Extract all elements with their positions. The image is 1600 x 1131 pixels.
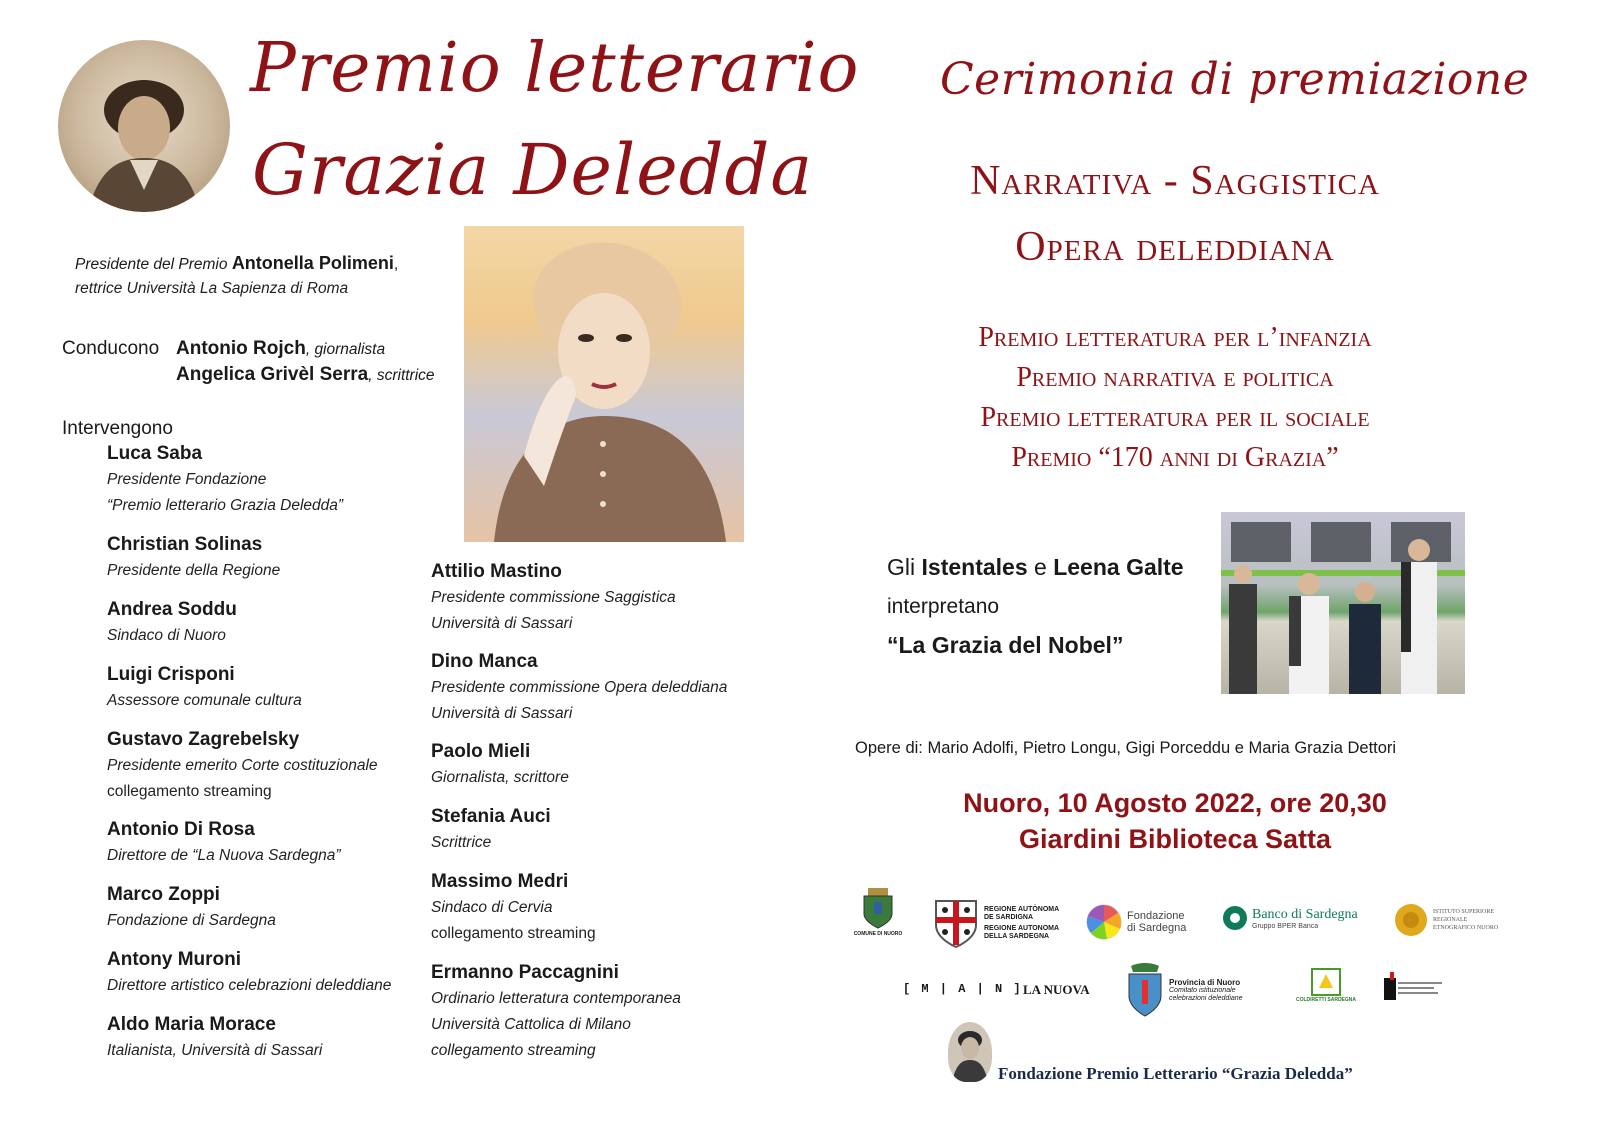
logo-regione-label2: REGIONE AUTONOMA DELLA SARDEGNA <box>984 924 1059 940</box>
cerimonia-title: Cerimonia di premiazione <box>940 54 1530 105</box>
speaker-role: Giornalista, scrittore <box>431 769 569 786</box>
speaker-name: Luigi Crisponi <box>107 664 235 685</box>
category-opera-deleddiana: Opera deleddiana <box>1015 224 1335 270</box>
premio-sociale: Premio letteratura per il sociale <box>980 402 1370 433</box>
isre-sun-icon <box>1393 902 1429 938</box>
fondazione-wheel-icon <box>1085 903 1123 941</box>
speaker-role: Sindaco di Nuoro <box>107 627 226 644</box>
regione-shield-icon <box>932 897 980 949</box>
speaker-role: collegamento streaming <box>431 1042 596 1059</box>
logo-coldiretti-label: COLDIRETTI SARDEGNA <box>1296 997 1356 1003</box>
conducono-p2: Angelica Grivèl Serra, scrittrice <box>176 364 435 385</box>
speaker-name: Christian Solinas <box>107 534 263 555</box>
music-performers <box>887 552 1184 582</box>
logo-banco-sardegna <box>1222 905 1358 931</box>
conducono-p1-name: Antonio Rojch <box>176 338 306 359</box>
logo-regione-label1: REGIONE AUTÒNOMA DE SARDIGNA <box>984 905 1059 921</box>
main-title-line1: Premio letterario <box>250 29 860 108</box>
conducono-p2-role: scrittrice <box>376 367 435 384</box>
band-photo <box>1221 512 1465 694</box>
speaker-role: Presidente commissione Saggistica <box>431 589 676 606</box>
woman-portrait-icon <box>58 40 230 212</box>
logo-la-nuova-label: LA NUOVA <box>1023 982 1090 997</box>
speaker-role: Scrittrice <box>431 834 492 851</box>
premio-narrativa-politica: Premio narrativa e politica <box>1016 362 1334 393</box>
speaker-role: Direttore artistico celebrazioni deleddiane <box>107 977 392 994</box>
logo-banco-label1: Banco di Sardegna <box>1252 906 1358 922</box>
speaker-ermanno-paccagnini <box>431 960 681 1064</box>
music-e: e <box>1034 554 1047 580</box>
event-date: Nuoro, 10 Agosto 2022, ore 20,30 <box>963 788 1387 818</box>
premio-170-anni: Premio “170 anni di Grazia” <box>1011 442 1339 473</box>
deledda-painting <box>464 226 744 542</box>
speaker-role: Ordinario letteratura contemporanea <box>431 990 681 1007</box>
speaker-name: Ermanno Paccagnini <box>431 962 619 983</box>
speaker-name: Luca Saba <box>107 443 203 464</box>
provincia-shield-icon <box>1125 962 1165 1018</box>
logo-provincia-label2: Comitato istituzionale celebrazioni deleddiane <box>1169 986 1243 1002</box>
conservatorio-icon <box>1380 970 1446 1008</box>
coldiretti-icon <box>1311 968 1341 996</box>
music-singer: Leena Galte <box>1053 554 1184 580</box>
president-line <box>75 250 398 278</box>
speaker-name: Gustavo Zagrebelsky <box>107 729 300 750</box>
logo-banco-label2: Gruppo BPER Banca <box>1252 922 1319 930</box>
banco-flower-icon <box>1222 905 1248 931</box>
speaker-name: Marco Zoppi <box>107 884 220 905</box>
speaker-andrea-soddu <box>107 597 237 649</box>
conducono-p1-role: giornalista <box>314 341 386 358</box>
speaker-attilio-mastino <box>431 559 676 637</box>
logo-fondazione-sardegna <box>1085 903 1186 941</box>
coat-of-arms-icon <box>860 888 896 930</box>
speaker-role: Università Cattolica di Milano <box>431 1016 631 1033</box>
speaker-role: Presidente Fondazione <box>107 471 267 488</box>
band-group-icon <box>1221 512 1465 694</box>
logo-provincia-nuoro <box>1125 962 1247 1018</box>
speaker-antony-muroni <box>107 947 391 999</box>
conducono-p2-name: Angelica Grivèl Serra <box>176 364 369 385</box>
speaker-name: Aldo Maria Morace <box>107 1014 276 1035</box>
speaker-role: Italianista, Università di Sassari <box>107 1042 323 1059</box>
logo-man-label: [ M | A | N ] <box>903 982 1023 996</box>
speaker-name: Antonio Di Rosa <box>107 819 255 840</box>
speaker-role: “Premio letterario Grazia Deledda” <box>107 497 344 514</box>
speaker-name: Dino Manca <box>431 651 538 672</box>
speaker-role: collegamento streaming <box>107 783 272 800</box>
logo-regione-sardegna <box>932 897 1064 949</box>
conducono-p1: Antonio Rojch, giornalista <box>176 338 386 359</box>
woman-painting-icon <box>464 226 744 542</box>
speaker-marco-zoppi <box>107 882 276 934</box>
speaker-paolo-mieli <box>431 739 569 791</box>
speaker-name: Massimo Medri <box>431 871 569 892</box>
logo-provincia-label1: Provincia di Nuoro <box>1169 977 1241 987</box>
speaker-role: Presidente della Regione <box>107 562 281 579</box>
music-group: Istentales <box>921 554 1028 580</box>
footer-portrait <box>948 1022 992 1082</box>
event-place: Giardini Biblioteca Satta <box>1018 824 1332 854</box>
president-role: rettrice Università La Sapienza di Roma <box>75 280 349 297</box>
president-suffix: , <box>393 256 399 273</box>
speaker-name: Andrea Soddu <box>107 599 237 620</box>
conducono-label: Conducono <box>62 338 160 359</box>
speaker-role: Fondazione di Sardegna <box>107 912 276 929</box>
speaker-dino-manca <box>431 649 727 727</box>
category-narrativa-saggistica: Narrativa - Saggistica <box>970 158 1380 204</box>
speaker-role: collegamento streaming <box>431 925 596 942</box>
logo-coldiretti <box>1296 968 1356 1003</box>
intervengono-label: Intervengono <box>62 418 173 439</box>
logo-comune-nuoro <box>852 888 904 937</box>
logo-conservatorio <box>1380 970 1446 1008</box>
speaker-christian-solinas <box>107 532 280 584</box>
logo-comune-label: COMUNE DI NUORO <box>853 931 903 937</box>
speaker-name: Attilio Mastino <box>431 561 562 582</box>
speaker-role: Presidente emerito Corte costituzionale <box>107 757 378 774</box>
logo-isre-label: ISTITUTO SUPERIORE REGIONALE ETNOGRAFICO NUORO <box>1433 909 1499 931</box>
opere-credits: Opere di: Mario Adolfi, Pietro Longu, Gigi Porceddu e Maria Grazia Dettori <box>855 739 1397 757</box>
speaker-role: Presidente commissione Opera deleddiana <box>431 679 728 696</box>
logo-la-nuova <box>1023 982 1090 998</box>
speaker-gustavo-zagrebelsky <box>107 727 378 805</box>
portrait-photo <box>58 40 230 212</box>
speaker-luca-saba <box>107 441 343 519</box>
speaker-name: Paolo Mieli <box>431 741 531 762</box>
logo-isre <box>1393 902 1505 938</box>
logo-man <box>903 982 1023 996</box>
footer-fondazione: Fondazione Premio Letterario “Grazia Deledda” <box>998 1064 1353 1083</box>
speaker-role: Università di Sassari <box>431 615 573 632</box>
speaker-role: Direttore de “La Nuova Sardegna” <box>107 847 341 864</box>
logo-fondazione-label1: Fondazione <box>1127 910 1185 922</box>
speaker-name: Antony Muroni <box>107 949 242 970</box>
speaker-aldo-maria-morace <box>107 1012 322 1064</box>
speaker-antonio-di-rosa <box>107 817 341 869</box>
speaker-role: Assessore comunale cultura <box>107 692 302 709</box>
music-gli: Gli <box>887 554 916 580</box>
music-song-title: “La Grazia del Nobel” <box>887 632 1124 658</box>
speaker-role: Università di Sassari <box>431 705 573 722</box>
president-name: Antonella Polimeni <box>231 253 394 273</box>
logo-fondazione-label2: di Sardegna <box>1127 922 1187 934</box>
premio-infanzia: Premio letteratura per l’infanzia <box>978 322 1372 353</box>
speaker-massimo-medri <box>431 869 596 947</box>
woman-small-portrait-icon <box>948 1022 992 1082</box>
speaker-role: Sindaco di Cervia <box>431 899 553 916</box>
music-interpretano: interpretano <box>887 595 1000 618</box>
speaker-name: Stefania Auci <box>431 806 551 827</box>
president-prefix: Presidente del Premio <box>75 256 228 273</box>
speaker-stefania-auci <box>431 804 551 856</box>
speaker-luigi-crisponi <box>107 662 302 714</box>
main-title-line2: Grazia Deledda <box>252 129 814 211</box>
